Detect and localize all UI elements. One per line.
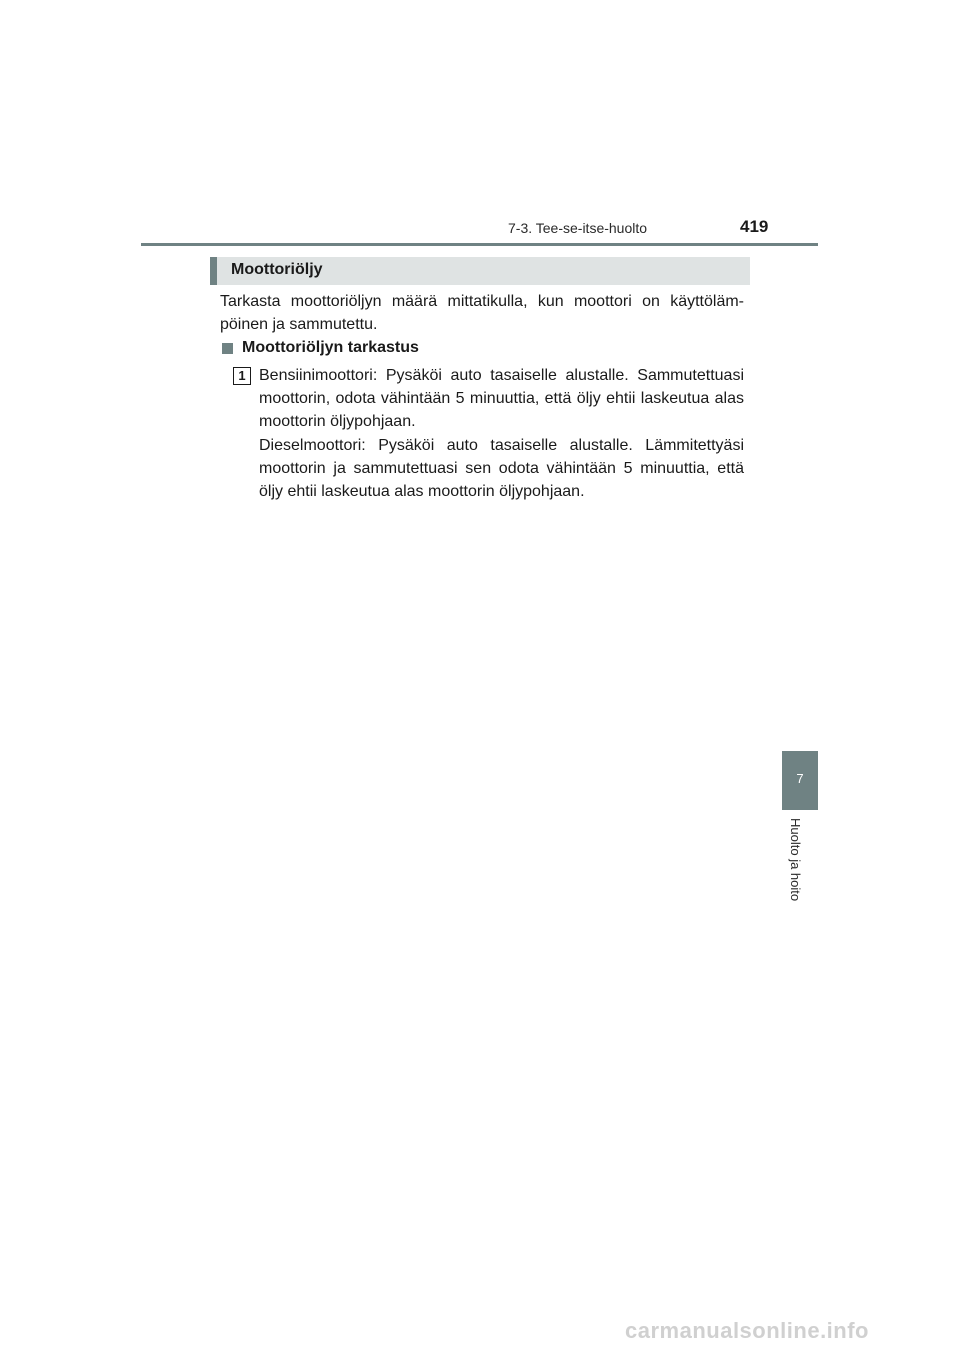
watermark: carmanualsonline.info xyxy=(625,1318,869,1343)
intro-paragraph: Tarkasta moottoriöljyn määrä mittatikulla, kun moottori on käyttöläm-pöinen ja sammutettu. xyxy=(220,293,744,333)
square-bullet-icon xyxy=(222,343,233,354)
header-section-title: 7-3. Tee-se-itse-huolto xyxy=(508,220,648,236)
step-number-badge: 1 xyxy=(233,367,251,385)
subsection-heading xyxy=(222,339,419,357)
chapter-tab xyxy=(782,751,818,810)
step-paragraph-diesel: Dieselmoottori: Pysäköi auto tasaiselle alustalle. Lämmitettyäsi moottorin ja sammutettuasi sen odota vähintään 5 minuuttia, että öljy ehtii laskeutua alas moottorin öljypohjaan. xyxy=(259,437,744,500)
page-number: 419 xyxy=(740,217,769,236)
subsection-title: Moottoriöljyn tarkastus xyxy=(242,339,419,356)
step-paragraph-petrol: Bensiinimoottori: Pysäköi auto tasaiselle alustalle. Sammutettuasi moottorin, odota vähintään 5 minuuttia, että öljy ehtii laskeutua alas moottorin öljypohjaan. xyxy=(259,367,744,430)
section-heading-bar xyxy=(210,257,750,285)
header-divider xyxy=(141,243,818,246)
chapter-label: Huolto ja hoito xyxy=(788,818,803,902)
chapter-number: 7 xyxy=(796,771,804,786)
section-title: Moottoriöljy xyxy=(231,261,323,278)
